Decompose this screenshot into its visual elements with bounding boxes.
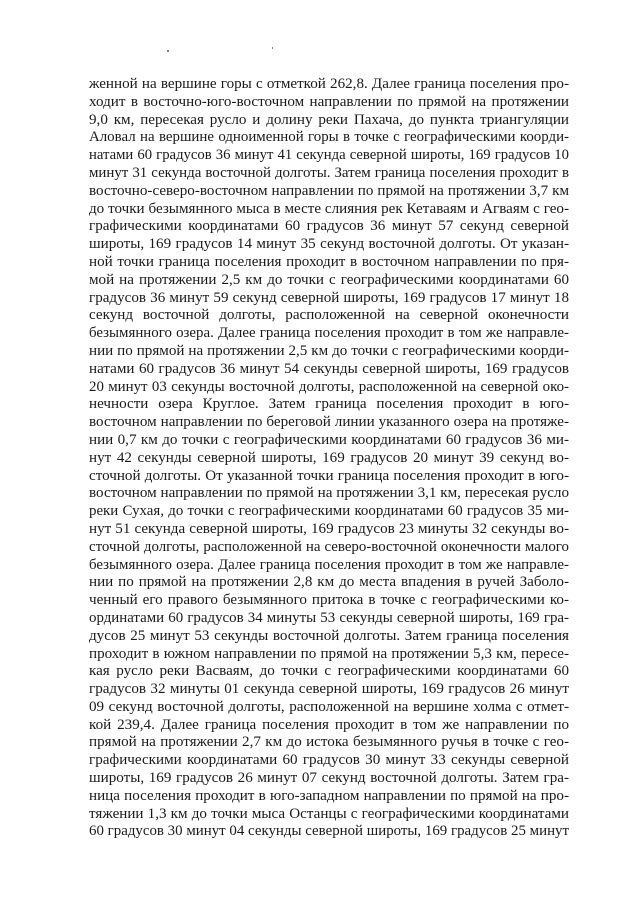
text-line: до точки безымянного мыса в месте слияния рек Кетаваям и Агваям с гео- xyxy=(89,200,569,217)
text-line: сточной долготы, расположенной на северо-восточной оконечности малого xyxy=(89,538,569,555)
text-line: тяжении 1,3 км до точки мыса Останцы с географическими координатами xyxy=(89,805,569,822)
text-line: восточно-северо-восточном направлении по прямой на протяжении 3,7 км xyxy=(89,182,569,199)
text-line: секунд восточной долготы, расположенной на северной оконечности xyxy=(89,307,569,324)
text-line: минут 31 секунда восточной долготы. Затем граница поселения проходит в xyxy=(89,164,569,181)
text-line: 20 минут 03 секунды восточной долготы, расположенной на северной око- xyxy=(89,378,569,395)
text-line: нут 42 секунды северной широты, 169 градусов 20 минут 39 секунд во- xyxy=(89,449,569,466)
text-line: прямой на протяжении 2,7 км до истока безымянного ручья в точке с гео- xyxy=(89,734,569,751)
text-line: нии по прямой на протяжении 2,5 км до точки с географическими коорди- xyxy=(89,342,569,359)
text-line: ной точки граница поселения проходит в восточном направлении по пря- xyxy=(89,253,569,270)
text-line: натами 60 градусов 36 минут 54 секунды северной широты, 169 градусов xyxy=(89,360,569,377)
text-line: ходит в восточно-юго-восточном направлении по прямой на протяжении xyxy=(89,93,569,110)
body-text xyxy=(89,76,569,841)
text-line: градусов 36 минут 59 секунд северной широты, 169 градусов 17 минут 18 xyxy=(89,289,569,306)
text-line: безымянного озера. Далее граница поселения проходит в том же направле- xyxy=(89,325,569,342)
text-line: восточном направлении по прямой на протяжении 3,1 км, пересекая русло xyxy=(89,485,569,502)
text-line: 09 секунд восточной долготы, расположенной на вершине холма с отмет- xyxy=(89,698,569,715)
text-line: проходит в южном направлении по прямой на протяжении 5,3 км, пересе- xyxy=(89,645,569,662)
text-line: ница поселения проходит в юго-западном направлении по прямой на про- xyxy=(89,787,569,804)
text-line: 9,0 км, пересекая русло и долину реки Пахача, до пункта триангуляции xyxy=(89,111,569,128)
text-line: женной на вершине горы с отметкой 262,8. Далее граница поселения про- xyxy=(89,76,569,92)
text-line: восточном направлении по береговой линии указанного озера на протяже- xyxy=(89,414,569,431)
text-line: мой на протяжении 2,5 км до точки с географическими координатами 60 xyxy=(89,271,569,288)
text-line: 60 градусов 30 минут 04 секунды северной широты, 169 градусов 25 минут xyxy=(89,823,569,840)
text-line: градусов 32 минуты 01 секунда северной широты, 169 градусов 26 минут xyxy=(89,681,569,698)
text-line: широты, 169 градусов 26 минут 07 секунд восточной долготы. Затем гра- xyxy=(89,770,569,787)
text-line: графическими координатами 60 градусов 30 минут 33 секунды северной xyxy=(89,752,569,769)
text-line: сточной долготы. От указанной точки граница поселения проходит в юго- xyxy=(89,467,569,484)
scan-speck xyxy=(167,50,169,52)
scan-speck xyxy=(272,47,273,49)
text-line: нут 51 секунда северной широты, 169 градусов 23 минуты 32 секунды во- xyxy=(89,520,569,537)
text-line: ченный его правого безымянного притока в точке с географическими ко- xyxy=(89,592,569,609)
text-line: нии 0,7 км до точки с географическими координатами 60 градусов 36 ми- xyxy=(89,431,569,448)
text-line: дусов 25 минут 53 секунды восточной долготы. Затем граница поселения xyxy=(89,627,569,644)
text-line: кой 239,4. Далее граница поселения проходит в том же направлении по xyxy=(89,716,569,733)
text-line: широты, 169 градусов 14 минут 35 секунд восточной долготы. От указан- xyxy=(89,236,569,253)
text-line: Аловал на вершине одноименной горы в точке с географическими коорди- xyxy=(89,129,569,146)
text-line: нечности озера Круглое. Затем граница поселения проходит в юго- xyxy=(89,396,569,413)
text-line: графическими координатами 60 градусов 36 минут 57 секунд северной xyxy=(89,218,569,235)
text-line: нии по прямой на протяжении 2,8 км до места впадения в ручей Заболо- xyxy=(89,574,569,591)
text-line: кая русло реки Васваям, до точки с географическими координатами 60 xyxy=(89,663,569,680)
text-line: реки Сухая, до точки с географическими координатами 60 градусов 35 ми- xyxy=(89,503,569,520)
text-line: ординатами 60 градусов 34 минуты 53 секунды северной широты, 169 гра- xyxy=(89,609,569,626)
text-line: безымянного озера. Далее граница поселения проходит в том же направле- xyxy=(89,556,569,573)
text-line: натами 60 градусов 36 минут 41 секунда северной широты, 169 градусов 10 xyxy=(89,147,569,164)
